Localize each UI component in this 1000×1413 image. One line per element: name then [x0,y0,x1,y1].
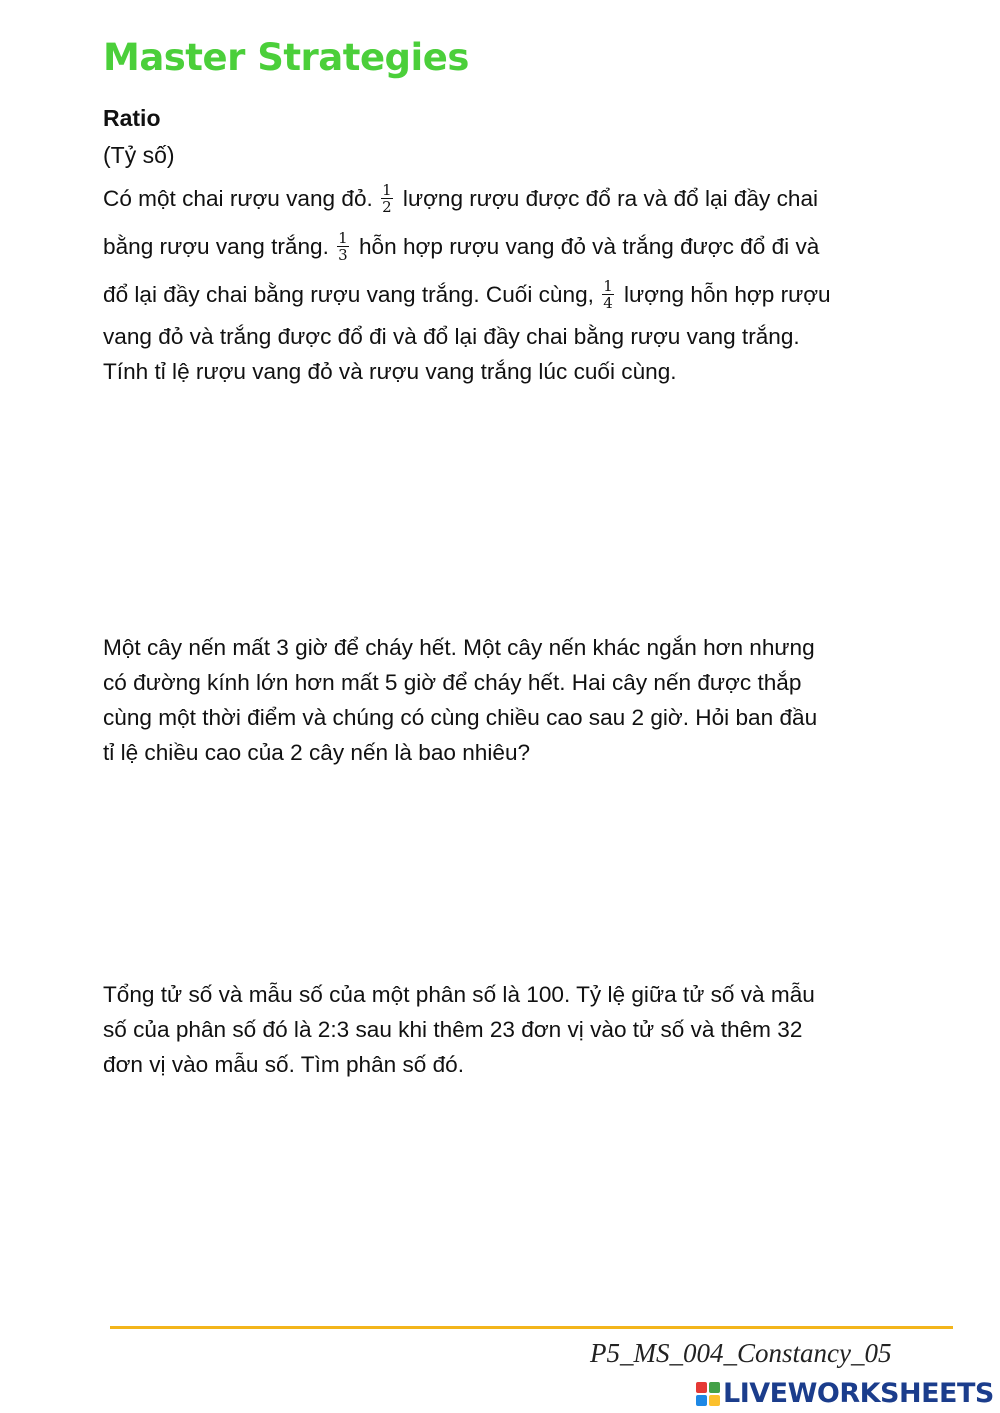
problem-2 [103,630,933,770]
section-heading: Ratio [103,105,161,131]
fraction-one-quarter: $\frac{1}{4}$ [603,276,613,312]
fraction-one-half: $\frac{1}{2}$ [382,180,392,216]
logo-square-green [709,1382,720,1393]
problem-3-line-3: đơn vị vào mẫu số. Tìm phân số đó. [103,1052,465,1077]
problem-2-line-4: tỉ lệ chiều cao của 2 cây nến là bao nhiêu? [103,740,531,765]
problem-1-line-2: bằng rượu vang trắng. $\frac{1}{3}$ hỗn hợp rượu vang đỏ và trắng được đổ đi và [103,228,820,264]
watermark-text: LIVEWORKSHEETS [723,1378,994,1409]
problem-1-line-3: đổ lại đầy chai bằng rượu vang trắng. Cuối cùng, $\frac{1}{4}$ lượng hỗn hợp rượu [103,276,831,312]
problem-1 [103,175,933,389]
problem-3-line-1: Tổng tử số và mẫu số của một phân số là 100. Tỷ lệ giữa tử số và mẫu [103,982,815,1007]
footer-divider [110,1326,953,1329]
problem-3-line-2: số của phân số đó là 2:3 sau khi thêm 23 đơn vị vào tử số và thêm 32 [103,1017,803,1042]
page-title: Master Strategies [103,36,469,79]
problem-1-line-4: vang đỏ và trắng được đổ đi và đổ lại đầy chai bằng rượu vang trắng. [103,324,800,349]
footer-worksheet-code: P5_MS_004_Constancy_05 [590,1338,892,1368]
logo-square-red [696,1382,707,1393]
problem-1-line-5: Tính tỉ lệ rượu vang đỏ và rượu vang trắng lúc cuối cùng. [103,359,677,384]
logo-square-yellow [709,1395,720,1406]
section-subheading: (Tỷ số) [103,142,175,168]
fraction-one-third: $\frac{1}{3}$ [338,228,348,264]
problem-3 [103,977,933,1082]
problem-2-line-2: có đường kính lớn hơn mất 5 giờ để cháy hết. Hai cây nến được thắp [103,670,802,695]
problem-1-line-1: Có một chai rượu vang đỏ. $\frac{1}{2}$ lượng rượu được đổ ra và đổ lại đầy chai [103,180,819,216]
liveworksheets-logo-icon [696,1382,720,1406]
problem-2-line-1: Một cây nến mất 3 giờ để cháy hết. Một cây nến khác ngắn hơn nhưng [103,635,815,660]
liveworksheets-watermark [696,1378,994,1409]
logo-square-blue [696,1395,707,1406]
problem-2-line-3: cùng một thời điểm và chúng có cùng chiều cao sau 2 giờ. Hỏi ban đầu [103,705,818,730]
